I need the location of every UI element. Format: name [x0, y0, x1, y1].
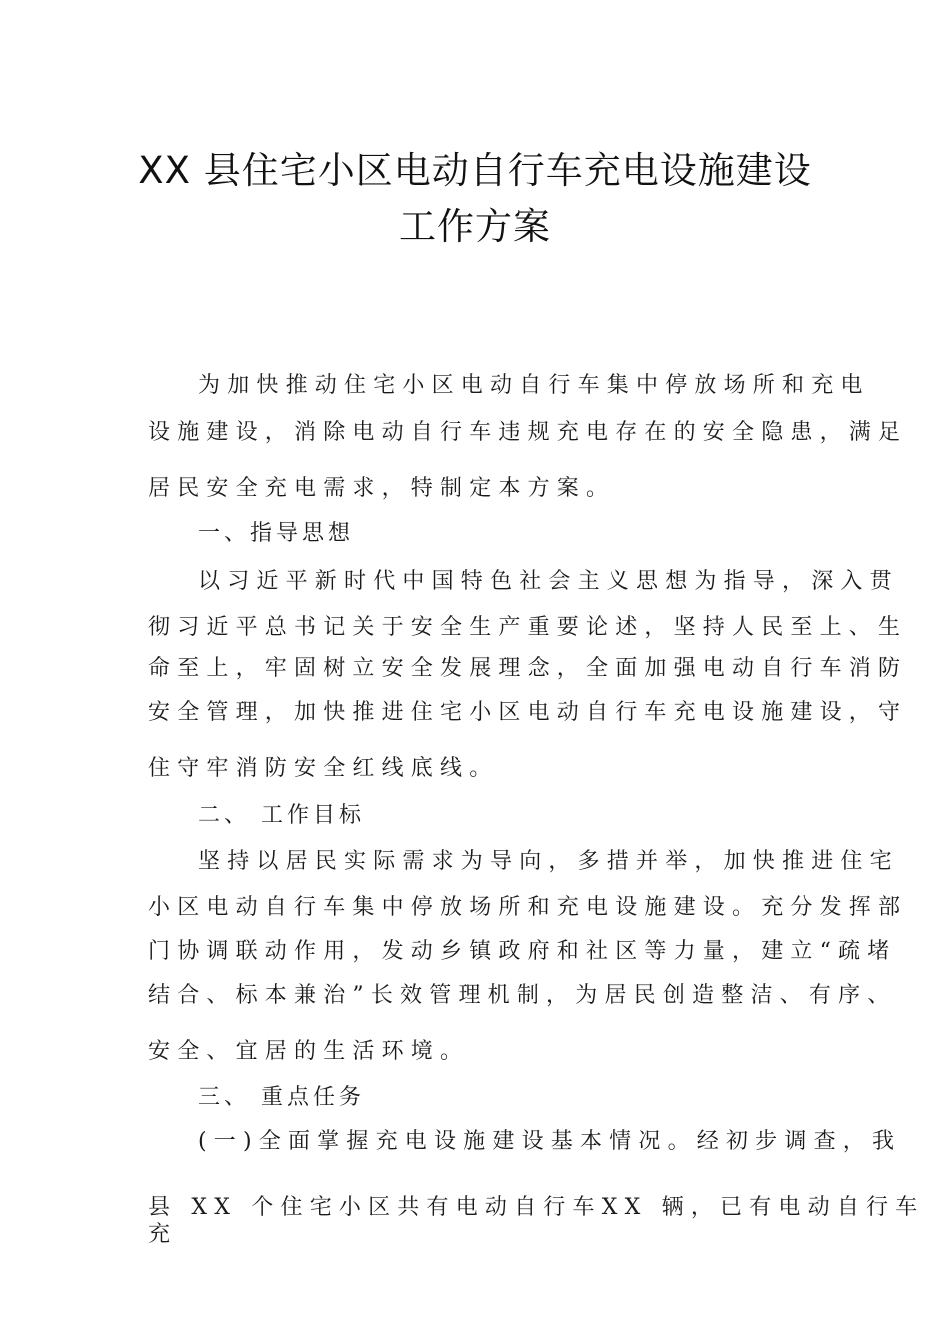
paragraph-intro-line: 居民安全充电需求，特制定本方案。 [148, 476, 616, 501]
paragraph-ideology-line: 命至上，牢固树立安全发展理念，全面加强电动自行车消防 [148, 656, 908, 681]
paragraph-goals-line: 小区电动自行车集中停放场所和充电设施建设。充分发挥部 [148, 895, 908, 920]
paragraph-intro-line: 设施建设，消除电动自行车违规充电存在的安全隐患，满足 [148, 420, 908, 445]
document-title-line-2: 工作方案 [399, 205, 551, 248]
paragraph-ideology-line: 以习近平新时代中国特色社会主义思想为指导，深入贯 [198, 569, 899, 594]
paragraph-goals-line: 门协调联动作用，发动乡镇政府和社区等力量，建立“疏堵 [148, 939, 897, 964]
paragraph-tasks-line: 充 [148, 1222, 178, 1247]
paragraph-intro-line: 为加快推动住宅小区电动自行车集中停放场所和充电 [198, 373, 870, 398]
paragraph-tasks-line: (一)全面掌握充电设施建设基本情况。经初步调查，我 [198, 1129, 902, 1154]
section-heading-work-goals: 二、 工作目标 [198, 803, 365, 828]
paragraph-ideology-line: 安全管理，加快推进住宅小区电动自行车充电设施建设，守 [148, 700, 908, 725]
paragraph-tasks-line: 县 XX 个住宅小区共有电动自行车XX 辆，已有电动自行车 [148, 1195, 925, 1220]
section-heading-guiding-ideology: 一、指导思想 [198, 521, 355, 546]
paragraph-goals-line: 安全、宜居的生活环境。 [148, 1039, 470, 1064]
section-heading-key-tasks: 三、 重点任务 [198, 1085, 365, 1110]
document-title-line-1: XX 县住宅小区电动自行车充电设施建设 [138, 149, 812, 192]
paragraph-goals-line: 坚持以居民实际需求为导向，多措并举，加快推进住宅 [198, 849, 899, 874]
paragraph-ideology-line: 彻习近平总书记关于安全生产重要论述，坚持人民至上、生 [148, 615, 908, 640]
paragraph-goals-line: 结合、标本兼治”长效管理机制，为居民创造整洁、有序、 [148, 983, 897, 1008]
paragraph-ideology-line: 住守牢消防安全红线底线。 [148, 756, 499, 781]
